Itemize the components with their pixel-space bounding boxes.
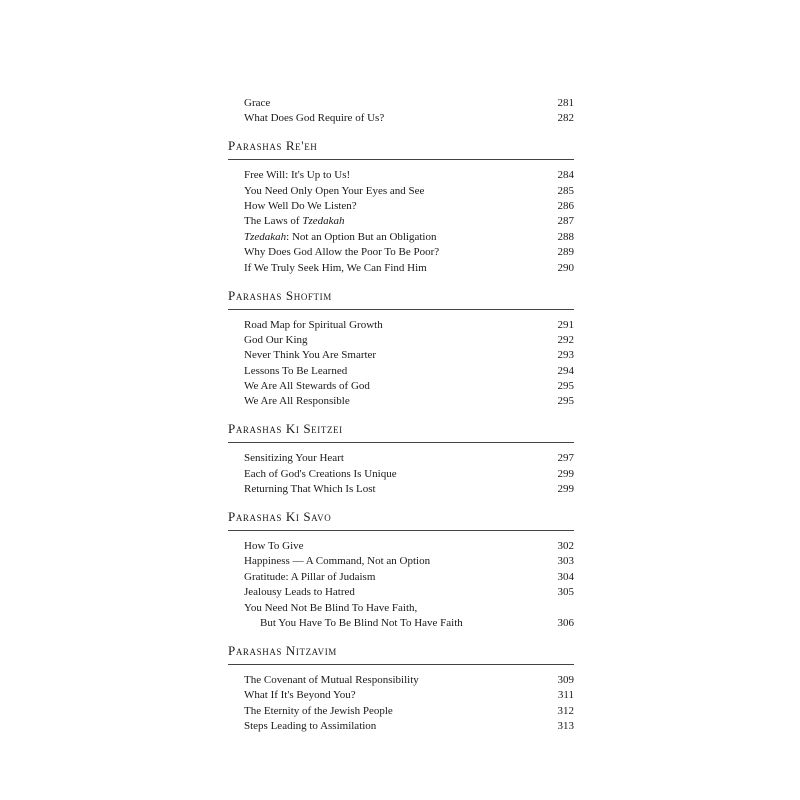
toc-entry — [228, 467, 574, 482]
entry-title: The Eternity of the Jewish People — [244, 704, 393, 717]
entry-page: 305 — [557, 586, 574, 599]
entry-page: 295 — [557, 395, 574, 408]
toc-entry — [228, 348, 574, 363]
entry-title-italic: Tzedakah — [302, 215, 345, 228]
entry-title-italic: Tzedakah — [244, 230, 287, 243]
toc-entry — [228, 333, 574, 348]
entry-page: 303 — [557, 555, 574, 568]
toc-entry — [228, 318, 574, 333]
toc-entry — [228, 394, 574, 409]
entry-page: 304 — [557, 570, 574, 583]
toc-section-nitzavim — [228, 642, 574, 735]
toc-entry — [228, 184, 574, 199]
section-heading-text: Parashas Ki Seitzei — [228, 421, 343, 437]
entry-page: 312 — [557, 704, 574, 717]
section-heading — [228, 642, 574, 665]
toc-entry — [228, 719, 574, 734]
toc-entry — [228, 554, 574, 569]
toc-entry — [228, 379, 574, 394]
entry-title: How Well Do We Listen? — [244, 200, 357, 213]
entry-title: Happiness — A Command, Not an Option — [244, 555, 431, 568]
entry-title: Road Map for Spiritual Growth — [244, 318, 383, 331]
section-heading — [228, 420, 574, 443]
entry-title: Sensitizing Your Heart — [244, 452, 344, 465]
entry-page: 306 — [557, 616, 574, 629]
section-heading-text: Parashas Ki Savo — [228, 509, 332, 525]
toc-entry — [228, 482, 574, 497]
entry-title: Grace — [244, 97, 271, 109]
entry-page: 289 — [557, 246, 574, 259]
entry-title: The Covenant of Mutual Responsibility — [244, 673, 419, 686]
entry-page: 309 — [557, 673, 574, 686]
entry-title: Gratitude: A Pillar of Judaism — [244, 570, 376, 583]
toc-entry — [228, 704, 574, 719]
entry-page: 291 — [557, 318, 574, 331]
entry-title: Lessons To Be Learned — [244, 364, 348, 377]
toc-entry — [228, 214, 574, 229]
entry-page: 302 — [557, 540, 574, 553]
entry-title: We Are All Stewards of God — [244, 380, 370, 393]
toc-entry — [228, 245, 574, 260]
entry-title: You Need Only Open Your Eyes and See — [244, 184, 425, 197]
entry-title: Jealousy Leads to Hatred — [244, 586, 355, 599]
toc-entry — [228, 570, 574, 585]
entry-title — [244, 230, 437, 245]
entry-page: 287 — [557, 215, 574, 228]
entry-page: 293 — [557, 349, 574, 362]
section-heading-text: Parashas Re'eh — [228, 138, 318, 154]
entry-title: If We Truly Seek Him, We Can Find Him — [244, 261, 427, 274]
section-heading — [228, 287, 574, 310]
toc-entry — [228, 199, 574, 214]
entry-page: 299 — [557, 467, 574, 480]
entry-page: 281 — [557, 97, 574, 109]
toc-entry — [228, 673, 574, 688]
entry-title: You Need Not Be Blind To Have Faith, — [244, 601, 418, 614]
entry-page: 288 — [557, 230, 574, 243]
toc-entry — [228, 96, 574, 111]
entry-title: Steps Leading to Assimilation — [244, 720, 377, 733]
entry-title: We Are All Responsible — [244, 395, 350, 408]
toc-entry — [228, 539, 574, 554]
entry-page: 286 — [557, 200, 574, 213]
entry-page: 290 — [557, 261, 574, 274]
entry-title: Free Will: It's Up to Us! — [244, 169, 351, 182]
toc-entry — [228, 168, 574, 183]
entry-page: 284 — [557, 169, 574, 182]
entry-page: 299 — [557, 483, 574, 496]
toc-section-shoftim — [228, 287, 574, 410]
entry-title: What If It's Beyond You? — [244, 689, 356, 702]
entry-page: 313 — [557, 720, 574, 733]
section-heading — [228, 137, 574, 160]
toc-entry — [228, 364, 574, 379]
toc-entry — [228, 261, 574, 276]
entry-page: 294 — [557, 364, 574, 377]
toc-section-continued — [228, 96, 574, 127]
entry-title-text: : Not an Option But an Obligation — [286, 230, 437, 243]
section-heading-text: Parashas Shoftim — [228, 287, 332, 303]
entry-page: 311 — [557, 689, 574, 702]
entry-page: 292 — [557, 333, 574, 346]
entry-title: God Our King — [244, 333, 308, 346]
toc-entry — [228, 688, 574, 703]
toc-entry — [228, 230, 574, 245]
entry-title: Why Does God Allow the Poor To Be Poor? — [244, 246, 440, 259]
toc-entry — [228, 111, 574, 126]
section-heading-text: Parashas Nitzavim — [228, 642, 337, 658]
entry-page: 297 — [557, 452, 574, 465]
entry-title: What Does God Require of Us? — [244, 112, 385, 125]
toc-section-reeh — [228, 137, 574, 276]
toc-section-ki-savo — [228, 508, 574, 631]
toc-entry-continuation — [228, 616, 574, 631]
entry-page: 285 — [557, 184, 574, 197]
table-of-contents — [228, 96, 574, 734]
entry-title: How To Give — [244, 540, 304, 553]
entry-title: Returning That Which Is Lost — [244, 483, 376, 496]
entry-title: Each of God's Creations Is Unique — [244, 467, 397, 480]
section-heading — [228, 508, 574, 531]
entry-title — [244, 214, 345, 229]
toc-entry — [228, 451, 574, 466]
entry-title-text: The Laws of — [244, 215, 303, 228]
toc-section-ki-seitzei — [228, 420, 574, 497]
entry-page: 282 — [557, 112, 574, 125]
entry-title: Never Think You Are Smarter — [244, 349, 377, 362]
entry-title: But You Have To Be Blind Not To Have Faith — [260, 616, 463, 629]
toc-entry — [228, 601, 574, 616]
entry-page: 295 — [557, 380, 574, 393]
toc-entry — [228, 585, 574, 600]
